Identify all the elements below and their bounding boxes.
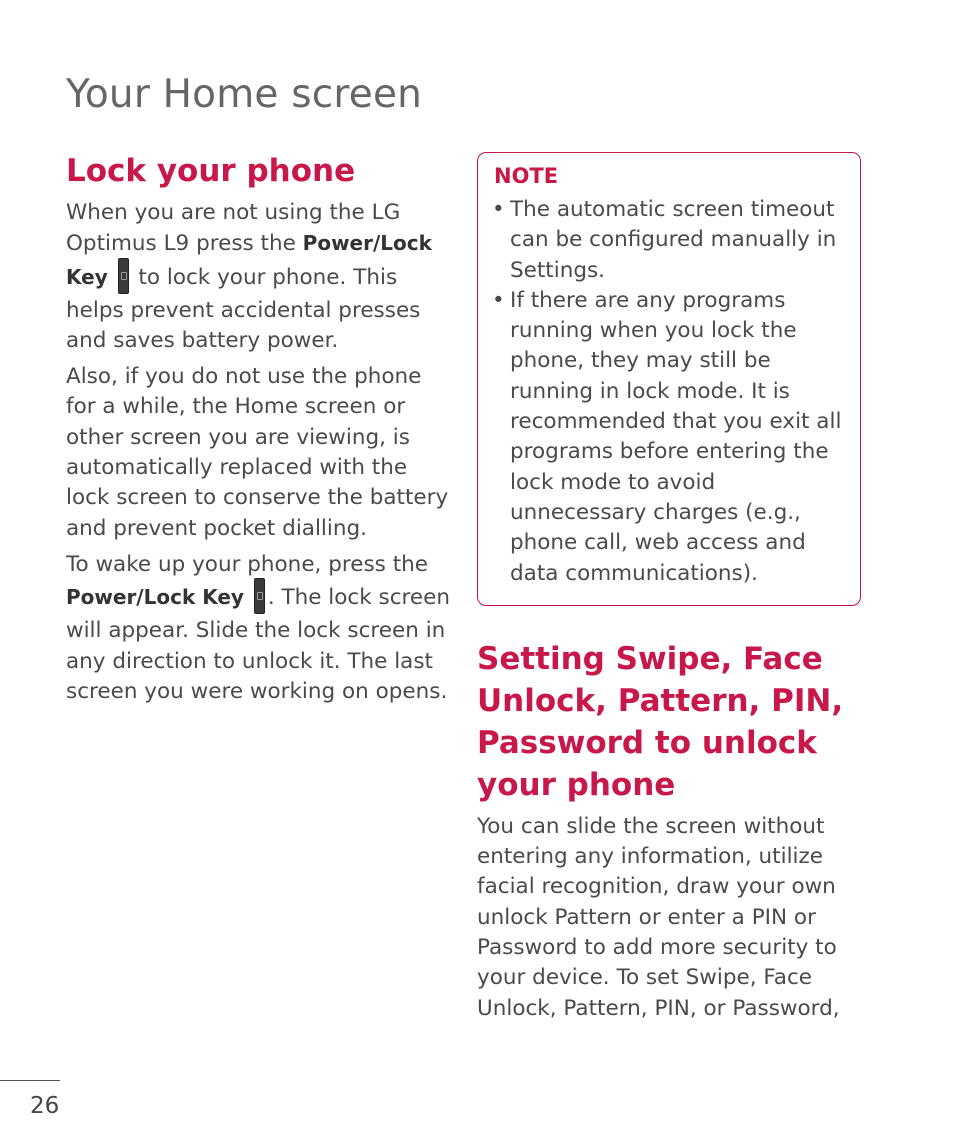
swipe-section-title: Setting Swipe, Face Unlock, Pattern, PIN, Password to unlock your phone <box>477 640 844 803</box>
lock-paragraph-1 <box>66 198 451 356</box>
note-item-text: If there are any programs running when you lock the phone, they may still be running in lock mode. It is recommended that you exit all programs before entering the lock mode to avoid unnecessary charges (e.g., phone call, web access and data communications). <box>510 287 842 586</box>
power-lock-key-icon <box>254 578 265 614</box>
note-item <box>492 195 846 286</box>
swipe-paragraph-1: You can slide the screen without entering any information, utilize facial recognition, draw your own unlock Pattern or enter a PIN or Password to add more security to your device. To set Swipe, Face Unlock, Pattern, PIN, or Password, <box>477 813 840 1021</box>
note-item <box>492 286 846 589</box>
lock-paragraph-2: Also, if you do not use the phone for a while, the Home screen or other screen you are viewing, is automatically replaced with the lock screen to conserve the battery and prevent pocket dialling. <box>66 364 449 541</box>
note-title: NOTE <box>494 164 559 188</box>
page-number: 26 <box>30 1093 60 1119</box>
lock-p1-text-a: When you are not using the LG Optimus L9 press the <box>66 200 401 257</box>
bullet-icon: • <box>492 287 505 313</box>
note-box <box>477 152 861 606</box>
page-header: Your Home screen <box>66 72 423 117</box>
lock-p1-text-b: to lock your phone. This helps prevent accidental presses and saves battery power. <box>66 264 421 353</box>
power-lock-key-label: Power/Lock Key <box>66 231 432 289</box>
lock-section-title: Lock your phone <box>66 153 356 189</box>
lock-p3-text-b: . The lock screen will appear. Slide the lock screen in any direction to unlock it. The last screen you were working on opens. <box>66 585 451 704</box>
lock-p3-text-a: To wake up your phone, press the <box>66 551 428 577</box>
power-lock-key-label: Power/Lock Key <box>66 585 244 610</box>
bullet-icon: • <box>492 197 505 222</box>
note-list <box>492 195 846 589</box>
note-item-text: The automatic screen timeout can be configured manually in Settings. <box>510 197 837 283</box>
left-column <box>66 150 451 713</box>
lock-paragraph-3 <box>66 550 451 707</box>
right-column <box>477 152 861 1030</box>
power-lock-key-icon <box>118 258 129 294</box>
footer-rule <box>0 1080 60 1081</box>
